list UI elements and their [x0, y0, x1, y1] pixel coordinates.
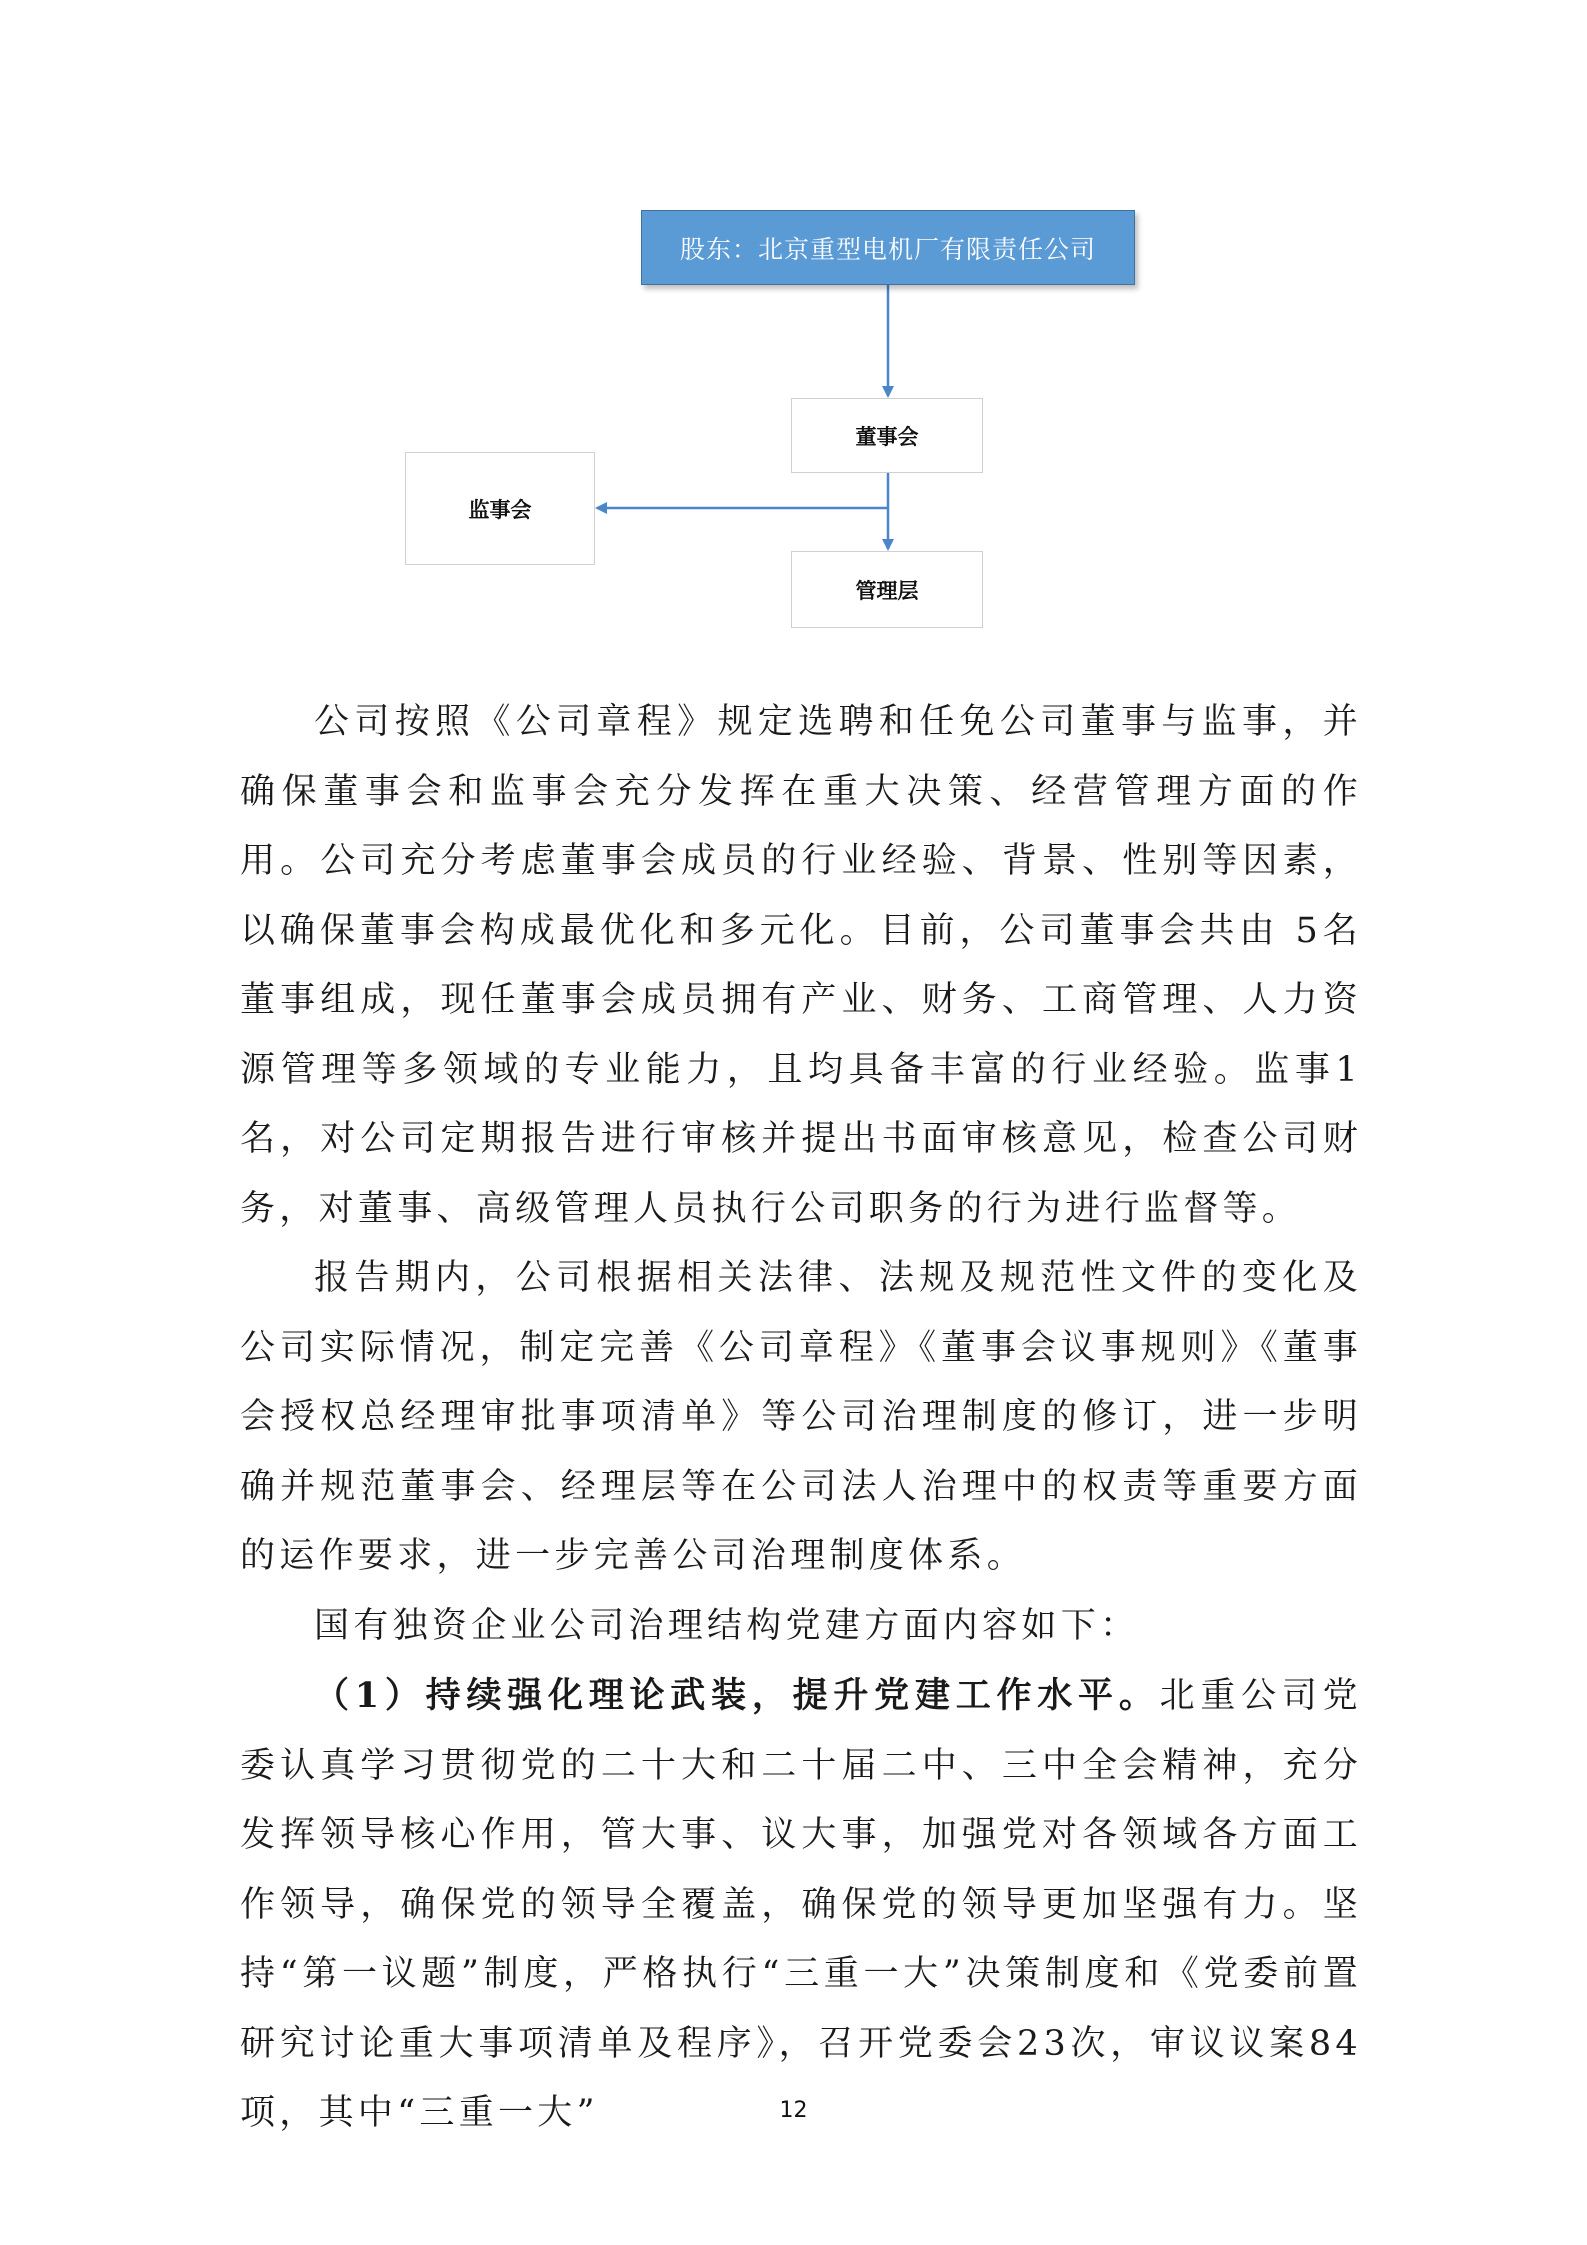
paragraph-party-theory: [240, 1661, 1362, 2149]
section-heading: （1）持续强化理论武装，提升党建工作水平。: [314, 1675, 1160, 1716]
page-number: 12: [779, 2098, 808, 2123]
supervisory-board-node: 监事会: [405, 452, 595, 565]
paragraph-reporting-period: 报告期内，公司根据相关法律、法规及规范性文件的变化及公司实际情况，制定完善《公司章程》《董事会议事规则》《董事会授权总经理审批事项清单》等公司治理制度的修订，进一步明确并规范董事会、经理层等在公司法人治理中的权责等重要方面的运作要求，进一步完善公司治理制度体系。: [240, 1258, 1362, 1576]
shareholder-node: 股东：北京重型电机厂有限责任公司: [641, 210, 1135, 285]
paragraph-party-intro: 国有独资企业公司治理结构党建方面内容如下：: [314, 1605, 1140, 1646]
body-text: [240, 688, 1362, 2149]
board-node: 董事会: [791, 398, 983, 473]
paragraph-board-selection: 公司按照《公司章程》规定选聘和任免公司董事与监事，并确保董事会和监事会充分发挥在重大决策、经营管理方面的作用。公司充分考虑董事会成员的行业经验、背景、性别等因素，以确保董事会构成最优化和多元化。目前，公司董事会共由 5名董事组成，现任董事会成员拥有产业、财务、工商管理、人力资源管理等多领域的专业能力，且均具备丰富的行业经验。监事1名，对公司定期报告进行审核并提出书面审核意见，检查公司财务，对董事、高级管理人员执行公司职务的行为进行监督等。: [240, 702, 1362, 1229]
org-chart-connectors: [0, 0, 1587, 640]
org-chart: [0, 0, 1587, 640]
section-text: 北重公司党委认真学习贯彻党的二十大和二十届二中、三中全会精神，充分发挥领导核心作用，管大事、议大事，加强党对各领域各方面工作领导，确保党的领导全覆盖，确保党的领导更加坚强有力。坚持“第一议题”制度，严格执行“三重一大”决策制度和《党委前置研究讨论重大事项清单及程序》，召开党委会23次，审议议案84项，其中“三重一大”: [240, 1676, 1362, 2133]
management-node: 管理层: [791, 551, 983, 628]
